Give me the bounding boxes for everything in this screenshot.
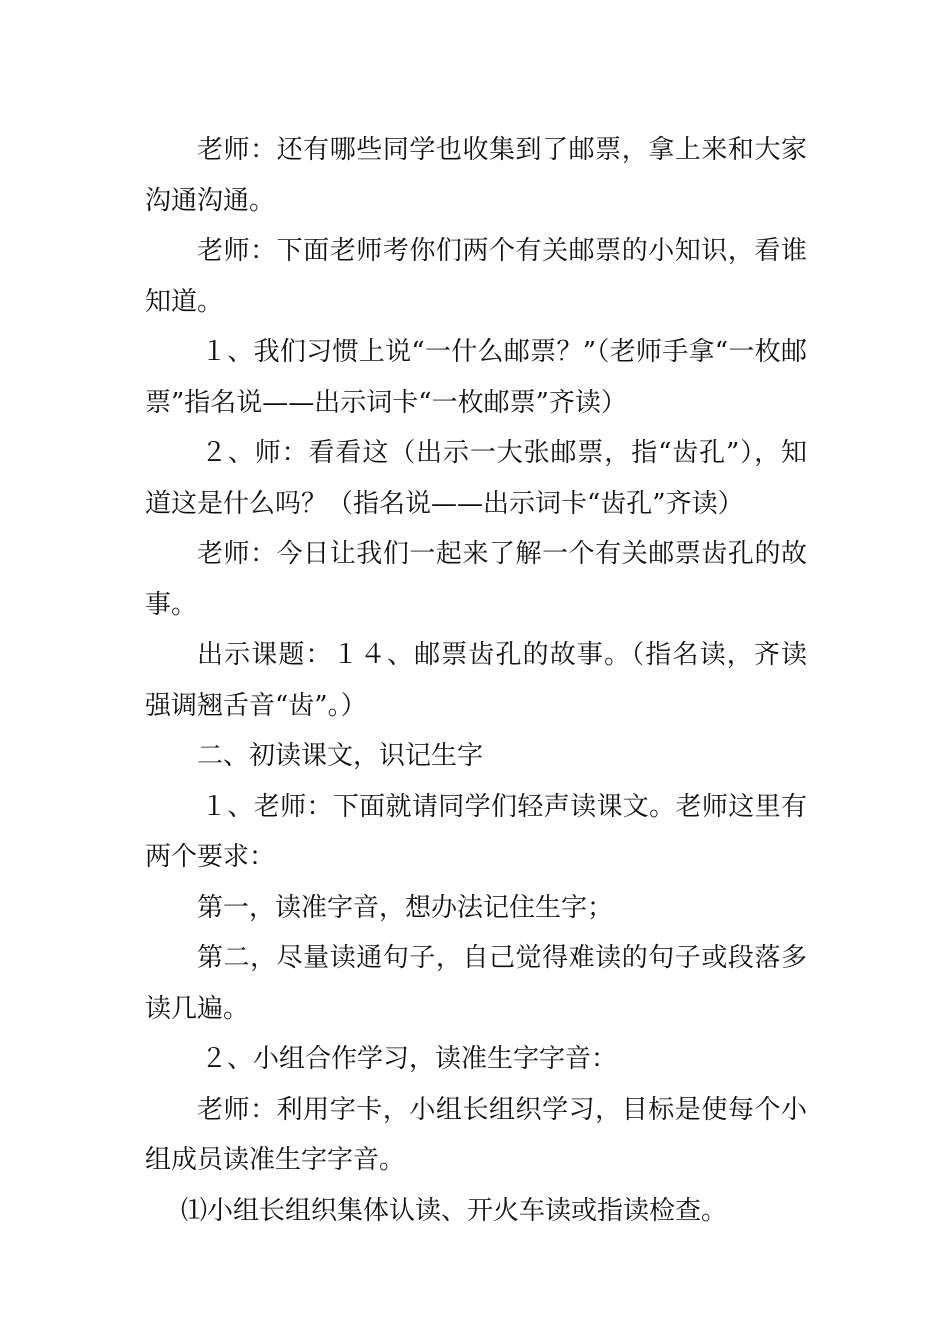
paragraph-requirement-second: 第二，尽量读通句子，自己觉得难读的句子或段落多读几遍。 <box>145 943 807 1024</box>
paragraph-teacher-story-intro: 老师：今日让我们一起来了解一个有关邮票齿孔的故事。 <box>145 539 807 620</box>
paragraph-show-title: 出示课题：１４、邮票齿孔的故事。（指名读，齐读强调翘舌音“齿”。） <box>145 640 807 721</box>
paragraph-item-2-perforation: ２、师：看看这（出示一大张邮票，指“齿孔”），知道这是什么吗？（指名说——出示词卡“齿孔”齐读） <box>145 438 807 519</box>
paragraph-item-1-read-aloud: １、老师：下面就请同学们轻声读课文。老师这里有两个要求： <box>145 791 807 872</box>
document-body <box>145 125 807 1236</box>
paragraph-item-2-group-study: ２、小组合作学习，读准生字字音： <box>201 1044 618 1074</box>
paragraph-teacher-quiz: 老师：下面老师考你们两个有关邮票的小知识，看谁知道。 <box>145 236 807 317</box>
paragraph-subitem-1-group-leader: ⑴小组长组织集体认读、开火车读或指读检查。 <box>181 1195 728 1226</box>
paragraph-item-1-measure-word: １、我们习惯上说“一什么邮票？”（老师手拿“一枚邮票”指名说——出示词卡“一枚邮票”齐读） <box>145 337 807 418</box>
section-heading-first-reading: 二、初读课文，识记生字 <box>197 741 484 771</box>
paragraph-teacher-collect-stamps: 老师：还有哪些同学也收集到了邮票，拿上来和大家沟通沟通。 <box>145 135 807 216</box>
paragraph-teacher-word-cards: 老师：利用字卡，小组长组织学习，目标是使每个小组成员读准生字字音。 <box>145 1094 807 1175</box>
paragraph-requirement-first: 第一，读准字音，想办法记住生字； <box>197 892 614 923</box>
